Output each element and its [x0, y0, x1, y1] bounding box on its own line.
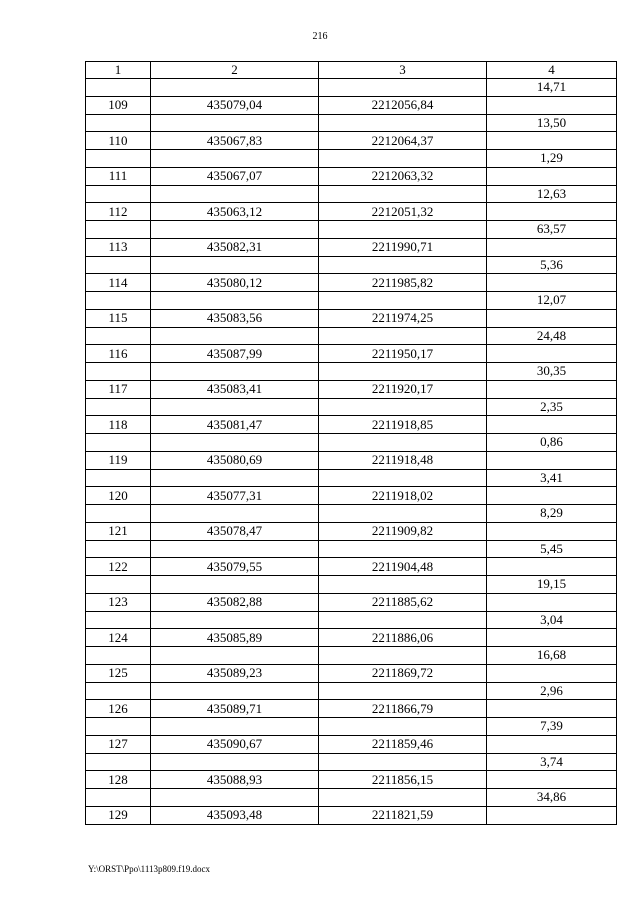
table-cell-col-2	[151, 611, 319, 629]
table-row	[86, 327, 617, 345]
table-cell-col-2	[151, 363, 319, 381]
table-cell-col-4	[487, 487, 617, 505]
table-row	[86, 647, 617, 665]
table-cell-col-4	[487, 309, 617, 327]
table-row	[86, 150, 617, 168]
table-cell-col-2: 435093,48	[151, 806, 319, 824]
table-cell-col-1	[86, 576, 151, 594]
table-cell-col-4: 7,39	[487, 718, 617, 736]
table-row	[86, 132, 617, 150]
table-cell-col-1: 124	[86, 629, 151, 647]
table-row	[86, 664, 617, 682]
table-cell-col-3	[319, 576, 487, 594]
table-cell-col-4	[487, 700, 617, 718]
table-cell-col-1: 120	[86, 487, 151, 505]
table-cell-col-4: 0,86	[487, 434, 617, 452]
table-cell-col-3	[319, 292, 487, 310]
table-cell-col-4	[487, 451, 617, 469]
table-cell-col-2: 435090,67	[151, 735, 319, 753]
table-cell-col-1: 115	[86, 309, 151, 327]
table-header	[86, 62, 617, 79]
page-number: 216	[312, 31, 328, 42]
table-cell-col-2: 435079,04	[151, 96, 319, 114]
table-cell-col-1	[86, 150, 151, 168]
table-cell-col-2: 435079,55	[151, 558, 319, 576]
table-cell-col-1: 129	[86, 806, 151, 824]
table-cell-col-2: 435080,69	[151, 451, 319, 469]
table-row	[86, 221, 617, 239]
table-cell-col-3: 2211950,17	[319, 345, 487, 363]
table-cell-col-2: 435063,12	[151, 203, 319, 221]
table-cell-col-2: 435088,93	[151, 771, 319, 789]
table-cell-col-2: 435083,56	[151, 309, 319, 327]
table-cell-col-3: 2211886,06	[319, 629, 487, 647]
table-cell-col-1: 127	[86, 735, 151, 753]
table-cell-col-4	[487, 96, 617, 114]
table-cell-col-3	[319, 185, 487, 203]
table-cell-col-4: 3,04	[487, 611, 617, 629]
table-cell-col-2	[151, 327, 319, 345]
table-cell-col-4: 34,86	[487, 789, 617, 807]
table-row	[86, 753, 617, 771]
table-cell-col-3	[319, 79, 487, 97]
table-cell-col-1: 119	[86, 451, 151, 469]
table-cell-col-3: 2212063,32	[319, 167, 487, 185]
column-header-2: 2	[151, 62, 319, 79]
table-cell-col-2: 435067,83	[151, 132, 319, 150]
table-cell-col-1	[86, 185, 151, 203]
table-cell-col-2	[151, 718, 319, 736]
table-cell-col-1	[86, 79, 151, 97]
table-cell-col-3	[319, 114, 487, 132]
table-cell-col-3	[319, 505, 487, 523]
table-cell-col-2	[151, 682, 319, 700]
table-cell-col-4: 63,57	[487, 221, 617, 239]
table-cell-col-1	[86, 434, 151, 452]
table-cell-col-3	[319, 718, 487, 736]
table-row	[86, 345, 617, 363]
column-header-4: 4	[487, 62, 617, 79]
table-row	[86, 682, 617, 700]
table-cell-col-2: 435082,31	[151, 238, 319, 256]
table-cell-col-4	[487, 167, 617, 185]
table-cell-col-1: 122	[86, 558, 151, 576]
table-cell-col-3	[319, 753, 487, 771]
table-row	[86, 789, 617, 807]
table-cell-col-3	[319, 221, 487, 239]
table-cell-col-4	[487, 274, 617, 292]
table-cell-col-2	[151, 292, 319, 310]
table-cell-col-2: 435067,07	[151, 167, 319, 185]
table-cell-col-3: 2211918,02	[319, 487, 487, 505]
table-cell-col-2: 435087,99	[151, 345, 319, 363]
table-cell-col-3	[319, 789, 487, 807]
table-cell-col-1: 113	[86, 238, 151, 256]
table-cell-col-2	[151, 505, 319, 523]
table-cell-col-1: 123	[86, 593, 151, 611]
table-cell-col-1: 125	[86, 664, 151, 682]
table-cell-col-3: 2211885,62	[319, 593, 487, 611]
table-cell-col-3	[319, 150, 487, 168]
table-cell-col-2: 435082,88	[151, 593, 319, 611]
table-cell-col-1	[86, 363, 151, 381]
table-cell-col-3: 2211920,17	[319, 380, 487, 398]
table-cell-col-3	[319, 611, 487, 629]
table-cell-col-4: 8,29	[487, 505, 617, 523]
table-row	[86, 611, 617, 629]
table-cell-col-1: 118	[86, 416, 151, 434]
table-cell-col-4	[487, 806, 617, 824]
table-cell-col-4	[487, 522, 617, 540]
table-row	[86, 451, 617, 469]
table-cell-col-4	[487, 735, 617, 753]
table-cell-col-4: 2,35	[487, 398, 617, 416]
table-cell-col-2	[151, 789, 319, 807]
table-cell-col-1	[86, 682, 151, 700]
table-row	[86, 434, 617, 452]
table-cell-col-1	[86, 469, 151, 487]
table-cell-col-1	[86, 292, 151, 310]
table-cell-col-1	[86, 718, 151, 736]
table-cell-col-1: 116	[86, 345, 151, 363]
column-header-3: 3	[319, 62, 487, 79]
table-cell-col-3: 2211869,72	[319, 664, 487, 682]
table-row	[86, 96, 617, 114]
table-cell-col-1: 117	[86, 380, 151, 398]
table-cell-col-2	[151, 398, 319, 416]
table-cell-col-1: 121	[86, 522, 151, 540]
table-cell-col-4: 12,63	[487, 185, 617, 203]
table-row	[86, 505, 617, 523]
table-row	[86, 700, 617, 718]
table-row	[86, 558, 617, 576]
table-cell-col-3	[319, 256, 487, 274]
table-cell-col-4	[487, 203, 617, 221]
table-cell-col-4	[487, 629, 617, 647]
table-cell-col-4	[487, 416, 617, 434]
table-cell-col-4: 3,41	[487, 469, 617, 487]
table-cell-col-1	[86, 114, 151, 132]
coordinates-table	[85, 61, 617, 825]
table-cell-col-3	[319, 398, 487, 416]
table-row	[86, 114, 617, 132]
table-cell-col-1	[86, 221, 151, 239]
table-cell-col-1: 114	[86, 274, 151, 292]
table-cell-col-3: 2212051,32	[319, 203, 487, 221]
table-cell-col-3: 2211821,59	[319, 806, 487, 824]
table-cell-col-2	[151, 221, 319, 239]
table-cell-col-3: 2211856,15	[319, 771, 487, 789]
table-cell-col-3	[319, 540, 487, 558]
table-cell-col-2	[151, 79, 319, 97]
table-cell-col-3	[319, 327, 487, 345]
table-cell-col-3: 2211918,48	[319, 451, 487, 469]
table-cell-col-2	[151, 647, 319, 665]
table-cell-col-2	[151, 434, 319, 452]
table-cell-col-4: 3,74	[487, 753, 617, 771]
table-cell-col-2	[151, 150, 319, 168]
table-cell-col-4: 5,45	[487, 540, 617, 558]
table-row	[86, 398, 617, 416]
table-cell-col-3	[319, 434, 487, 452]
table-cell-col-3	[319, 682, 487, 700]
table-row	[86, 593, 617, 611]
table-cell-col-4: 19,15	[487, 576, 617, 594]
table-row	[86, 274, 617, 292]
table-row	[86, 771, 617, 789]
table-cell-col-1: 112	[86, 203, 151, 221]
table-cell-col-2: 435078,47	[151, 522, 319, 540]
table-cell-col-4: 13,50	[487, 114, 617, 132]
table-cell-col-1	[86, 505, 151, 523]
table-cell-col-2: 435080,12	[151, 274, 319, 292]
table-row	[86, 292, 617, 310]
table-cell-col-3: 2212056,84	[319, 96, 487, 114]
table-cell-col-1: 111	[86, 167, 151, 185]
table-cell-col-3: 2211866,79	[319, 700, 487, 718]
table-cell-col-3: 2211904,48	[319, 558, 487, 576]
table-cell-col-4	[487, 771, 617, 789]
table-cell-col-4: 5,36	[487, 256, 617, 274]
table-cell-col-3: 2211859,46	[319, 735, 487, 753]
table-cell-col-2	[151, 576, 319, 594]
table-cell-col-2	[151, 540, 319, 558]
table-cell-col-2	[151, 753, 319, 771]
table-cell-col-3: 2211918,85	[319, 416, 487, 434]
table-cell-col-2: 435085,89	[151, 629, 319, 647]
table-cell-col-1	[86, 256, 151, 274]
table-cell-col-1	[86, 398, 151, 416]
table-row	[86, 806, 617, 824]
table-row	[86, 380, 617, 398]
table-cell-col-2	[151, 469, 319, 487]
table-row	[86, 522, 617, 540]
table-cell-col-4: 30,35	[487, 363, 617, 381]
table-cell-col-4	[487, 345, 617, 363]
header-row	[86, 62, 617, 79]
table-cell-col-3: 2211974,25	[319, 309, 487, 327]
table-cell-col-4	[487, 238, 617, 256]
table-row	[86, 469, 617, 487]
table-cell-col-3: 2211990,71	[319, 238, 487, 256]
table-cell-col-2: 435083,41	[151, 380, 319, 398]
table-cell-col-4	[487, 593, 617, 611]
table-cell-col-1: 128	[86, 771, 151, 789]
table-cell-col-1	[86, 753, 151, 771]
table-cell-col-4	[487, 132, 617, 150]
table-row	[86, 256, 617, 274]
table-cell-col-4: 1,29	[487, 150, 617, 168]
table-row	[86, 309, 617, 327]
table-row	[86, 629, 617, 647]
table-row	[86, 167, 617, 185]
table-row	[86, 718, 617, 736]
table-cell-col-2: 435089,71	[151, 700, 319, 718]
table-row	[86, 203, 617, 221]
table-cell-col-1	[86, 611, 151, 629]
table-cell-col-2	[151, 256, 319, 274]
table-row	[86, 185, 617, 203]
table-cell-col-3: 2212064,37	[319, 132, 487, 150]
footer-file-path: Y:\ORST\Ppo\1113p809.f19.docx	[88, 864, 211, 874]
table-cell-col-4	[487, 380, 617, 398]
table-cell-col-2	[151, 185, 319, 203]
table-cell-col-4: 2,96	[487, 682, 617, 700]
table-cell-col-4	[487, 558, 617, 576]
table-cell-col-4: 24,48	[487, 327, 617, 345]
table-cell-col-2: 435081,47	[151, 416, 319, 434]
table-body	[86, 79, 617, 825]
table-row	[86, 363, 617, 381]
table-row	[86, 540, 617, 558]
table-row	[86, 576, 617, 594]
table-cell-col-1: 110	[86, 132, 151, 150]
table-cell-col-4: 16,68	[487, 647, 617, 665]
table-cell-col-4	[487, 664, 617, 682]
table-row	[86, 79, 617, 97]
table-cell-col-3: 2211985,82	[319, 274, 487, 292]
table-row	[86, 238, 617, 256]
table-cell-col-4: 14,71	[487, 79, 617, 97]
table-row	[86, 416, 617, 434]
table-cell-col-1: 126	[86, 700, 151, 718]
table-row	[86, 735, 617, 753]
table-cell-col-1	[86, 647, 151, 665]
table-cell-col-4: 12,07	[487, 292, 617, 310]
table-cell-col-1	[86, 540, 151, 558]
table-cell-col-3	[319, 469, 487, 487]
table-cell-col-2: 435089,23	[151, 664, 319, 682]
table-cell-col-3	[319, 363, 487, 381]
table-cell-col-3: 2211909,82	[319, 522, 487, 540]
table-cell-col-2	[151, 114, 319, 132]
table-row	[86, 487, 617, 505]
table-cell-col-1	[86, 327, 151, 345]
table-cell-col-2: 435077,31	[151, 487, 319, 505]
table-cell-col-3	[319, 647, 487, 665]
column-header-1: 1	[86, 62, 151, 79]
table-cell-col-1	[86, 789, 151, 807]
table-cell-col-1: 109	[86, 96, 151, 114]
